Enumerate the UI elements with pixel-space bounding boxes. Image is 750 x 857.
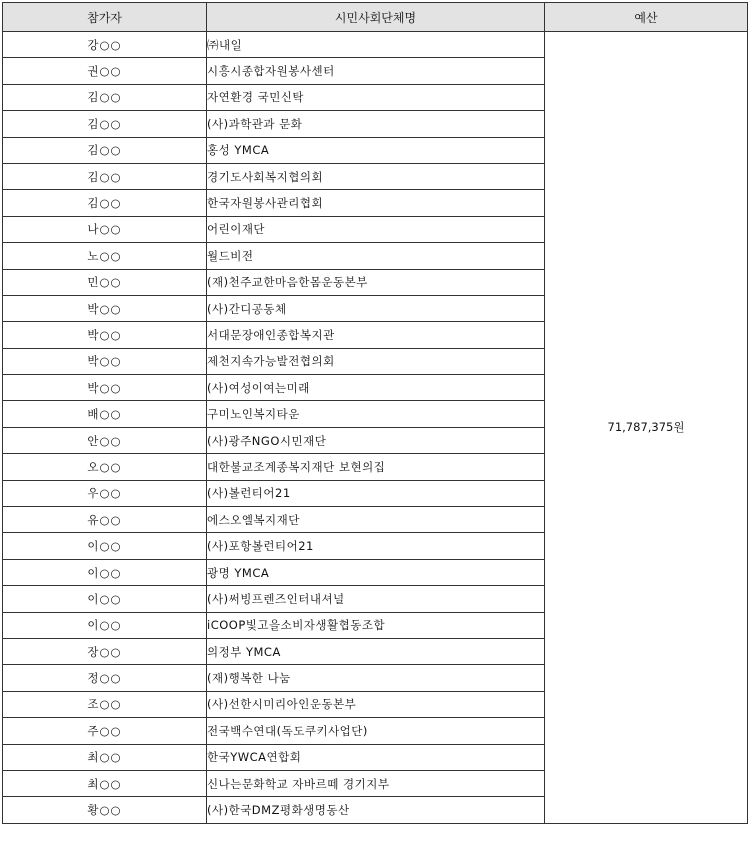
- organization-name: 대한불교조계종복지재단 보현의집: [207, 454, 545, 480]
- organization-name: (사)과학관과 문화: [207, 111, 545, 137]
- organization-name: 구미노인복지타운: [207, 401, 545, 427]
- participants-table: [2, 2, 748, 824]
- participant-name: 김○○: [3, 84, 207, 110]
- participant-name: 이○○: [3, 612, 207, 638]
- participant-name: 노○○: [3, 243, 207, 269]
- participant-name: 우○○: [3, 480, 207, 506]
- participant-name: 조○○: [3, 691, 207, 717]
- organization-name: 자연환경 국민신탁: [207, 84, 545, 110]
- participant-name: 민○○: [3, 269, 207, 295]
- organization-name: (재)행복한 나눔: [207, 665, 545, 691]
- organization-name: 신나는문화학교 자바르떼 경기지부: [207, 770, 545, 796]
- header-budget: 예산: [545, 3, 748, 32]
- participant-name: 정○○: [3, 665, 207, 691]
- participant-name: 나○○: [3, 216, 207, 242]
- table-row: [3, 32, 748, 58]
- participant-name: 김○○: [3, 111, 207, 137]
- organization-name: 한국YWCA연합회: [207, 744, 545, 770]
- participant-name: 황○○: [3, 797, 207, 823]
- organization-name: 에스오엘복지재단: [207, 507, 545, 533]
- organization-name: (사)한국DMZ평화생명동산: [207, 797, 545, 823]
- participant-name: 박○○: [3, 295, 207, 321]
- organization-name: 어린이재단: [207, 216, 545, 242]
- participant-name: 김○○: [3, 190, 207, 216]
- participant-name: 박○○: [3, 348, 207, 374]
- participant-name: 주○○: [3, 718, 207, 744]
- organization-name: 월드비전: [207, 243, 545, 269]
- participant-name: 안○○: [3, 427, 207, 453]
- participant-name: 장○○: [3, 638, 207, 664]
- organization-name: (사)볼런티어21: [207, 480, 545, 506]
- participant-name: 최○○: [3, 744, 207, 770]
- organization-name: (사)여성이여는미래: [207, 375, 545, 401]
- organization-name: 한국자원봉사관리협회: [207, 190, 545, 216]
- table-body: [3, 32, 748, 824]
- organization-name: (사)광주NGO시민재단: [207, 427, 545, 453]
- participant-name: 강○○: [3, 32, 207, 58]
- header-participant: 참가자: [3, 3, 207, 32]
- organization-name: (사)선한시미리아인운동본부: [207, 691, 545, 717]
- organization-name: 전국백수연대(독도쿠키사업단): [207, 718, 545, 744]
- participant-name: 유○○: [3, 507, 207, 533]
- participant-name: 이○○: [3, 533, 207, 559]
- organization-name: iCOOP빛고을소비자생활협동조합: [207, 612, 545, 638]
- organization-name: 광명 YMCA: [207, 559, 545, 585]
- header-row: [3, 3, 748, 32]
- participant-name: 오○○: [3, 454, 207, 480]
- organization-name: 서대문장애인종합복지관: [207, 322, 545, 348]
- participant-name: 박○○: [3, 375, 207, 401]
- budget-total: 71,787,375원: [545, 32, 748, 824]
- participant-name: 이○○: [3, 586, 207, 612]
- organization-name: (재)천주교한마음한몸운동본부: [207, 269, 545, 295]
- organization-name: 홍성 YMCA: [207, 137, 545, 163]
- participant-name: 박○○: [3, 322, 207, 348]
- participant-name: 김○○: [3, 163, 207, 189]
- organization-name: 시흥시종합자원봉사센터: [207, 58, 545, 84]
- organization-name: (사)간디공동체: [207, 295, 545, 321]
- organization-name: 의정부 YMCA: [207, 638, 545, 664]
- organization-name: 경기도사회복지협의회: [207, 163, 545, 189]
- organization-name: (사)포항볼런티어21: [207, 533, 545, 559]
- participant-name: 최○○: [3, 770, 207, 796]
- participant-name: 김○○: [3, 137, 207, 163]
- header-organization: 시민사회단체명: [207, 3, 545, 32]
- organization-name: 제천지속가능발전협의회: [207, 348, 545, 374]
- participant-name: 배○○: [3, 401, 207, 427]
- participant-name: 권○○: [3, 58, 207, 84]
- organization-name: (사)써빙프렌즈인터내셔널: [207, 586, 545, 612]
- organization-name: ㈜내일: [207, 32, 545, 58]
- participant-name: 이○○: [3, 559, 207, 585]
